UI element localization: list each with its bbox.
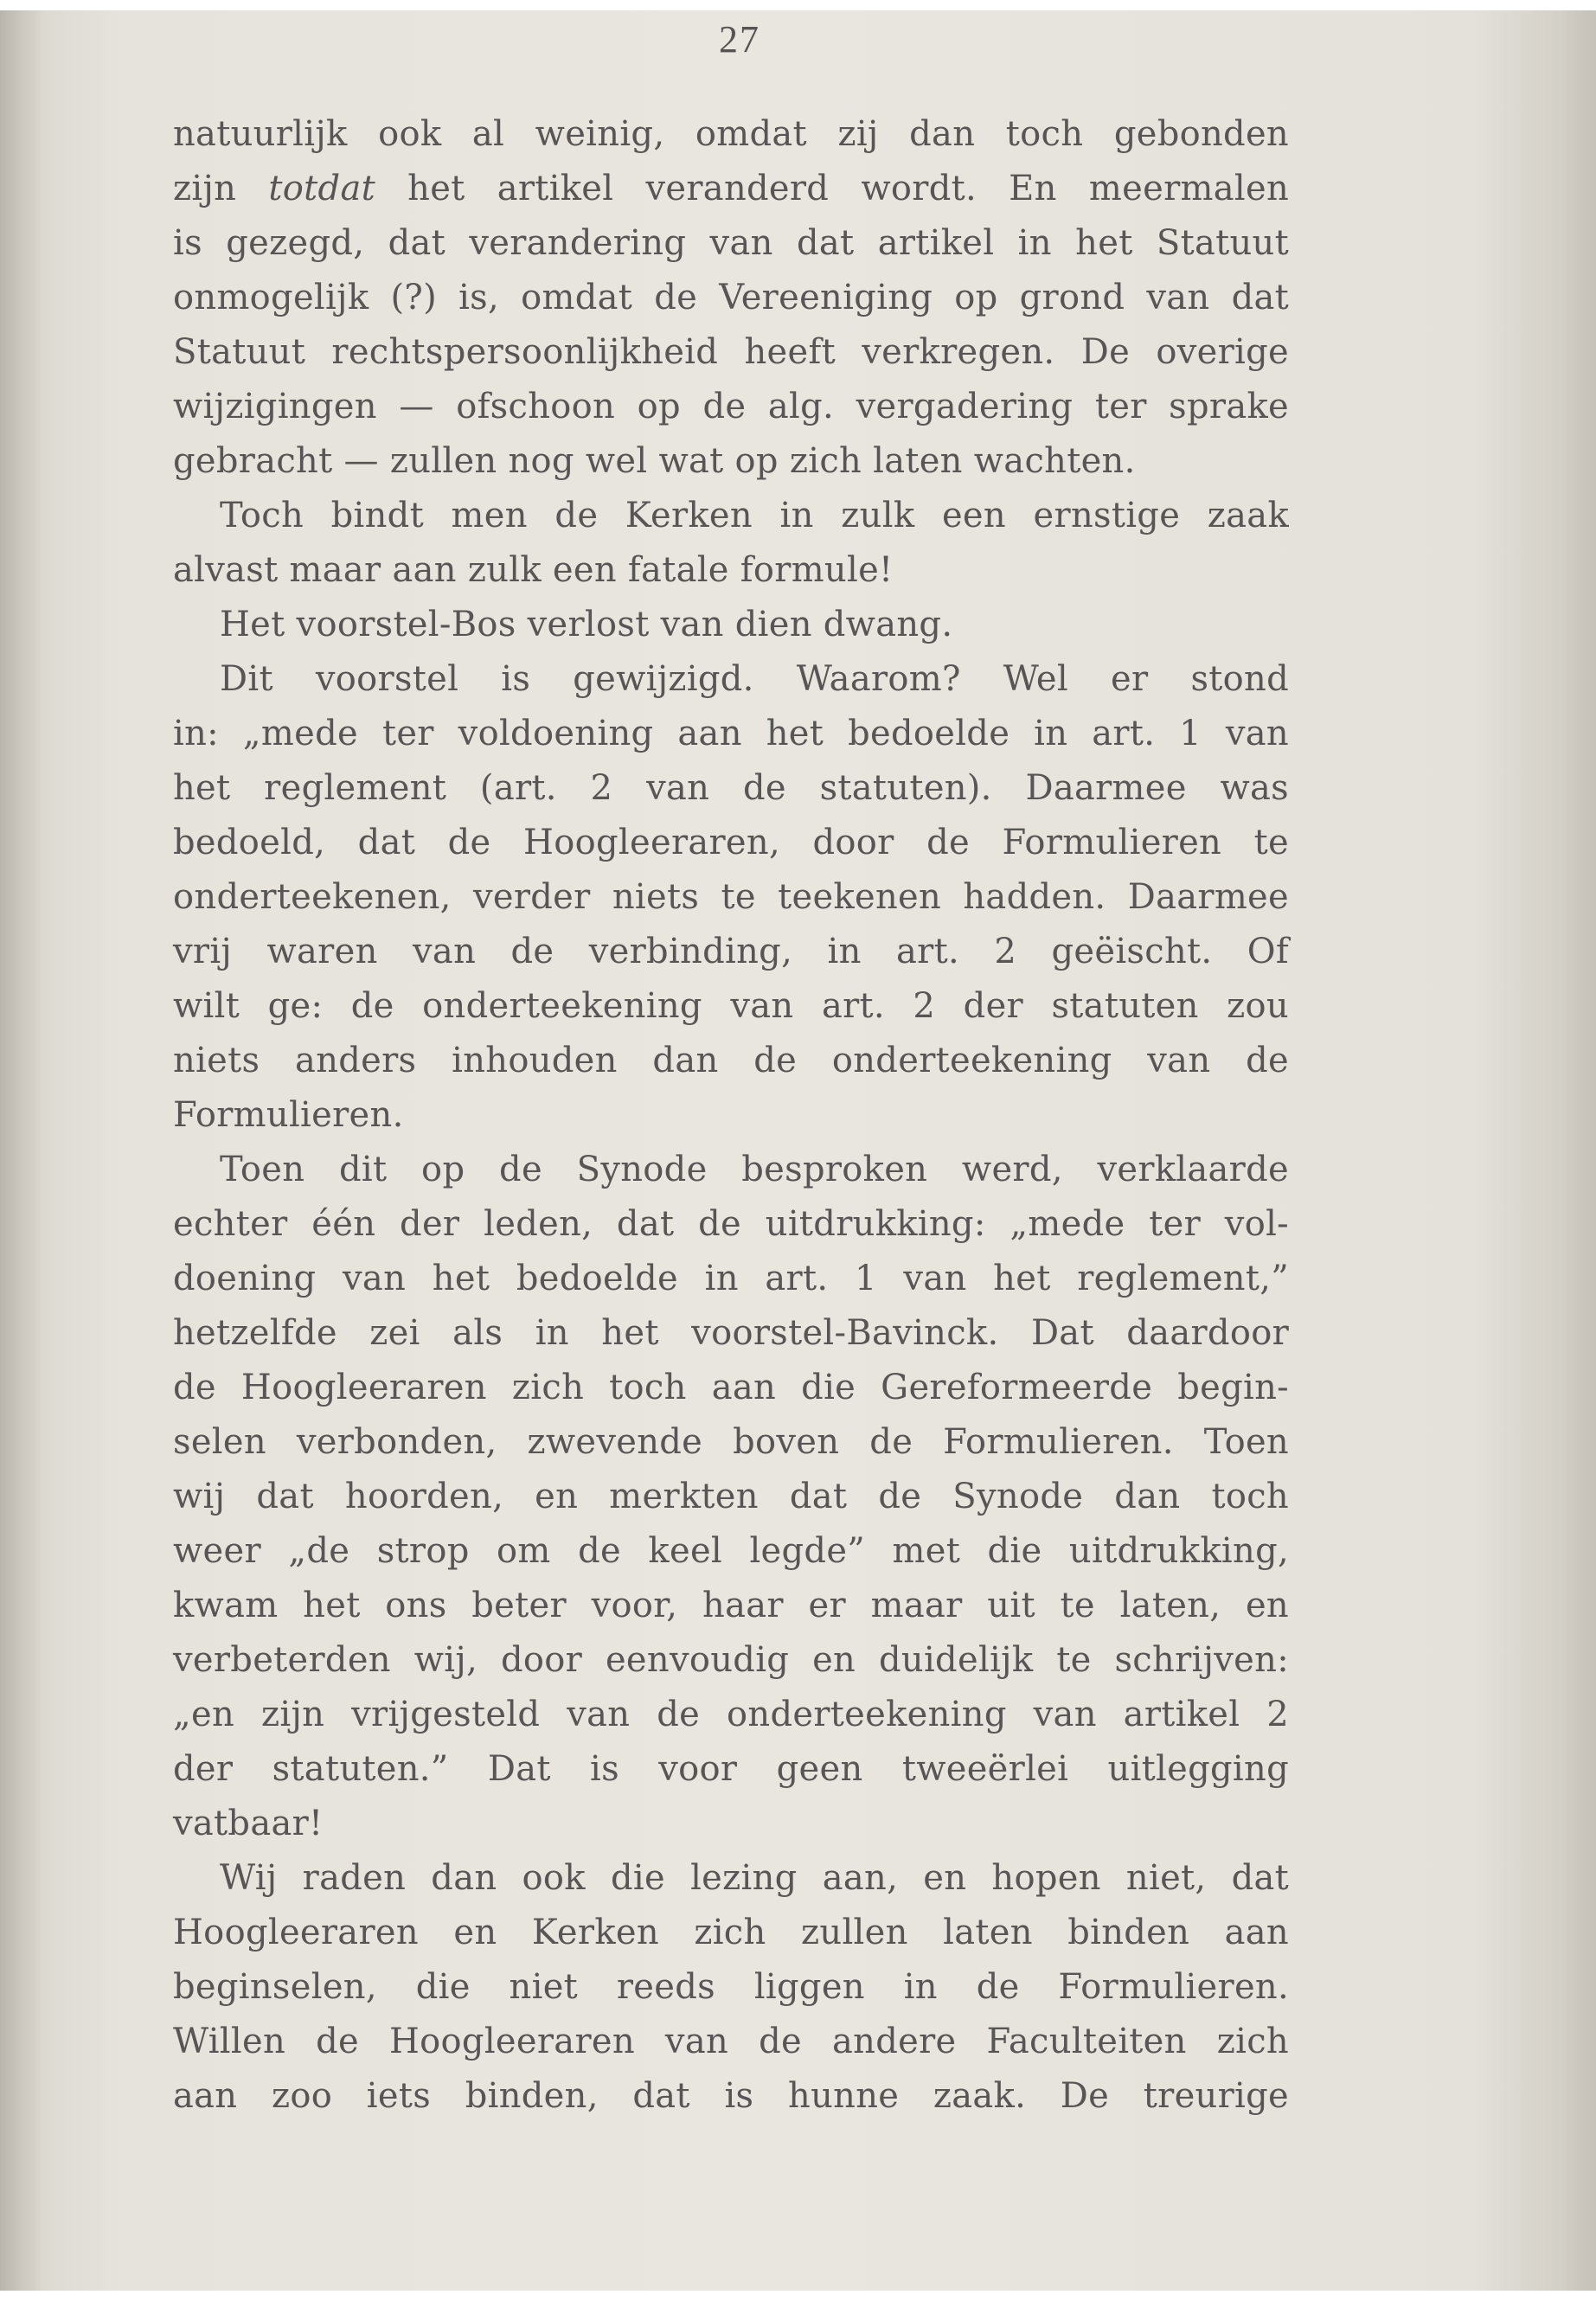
text-line: wij dat hoorden, en merkten dat de Synode dan toch bbox=[173, 1477, 1289, 1516]
text-line: in: „mede ter voldoening aan het bedoelde in art. 1 van bbox=[173, 714, 1289, 753]
page-edge-shadow bbox=[1561, 10, 1596, 2291]
text-line: gebracht — zullen nog wel wat op zich laten wachten. bbox=[173, 441, 1136, 481]
text-line: bedoeld, dat de Hoogleeraren, door de Formulieren te bbox=[173, 823, 1289, 862]
text-line: selen verbonden, zwevende boven de Formulieren. Toen bbox=[173, 1422, 1289, 1462]
body-text bbox=[173, 107, 1289, 2124]
text-line: Hoogleeraren en Kerken zich zullen laten binden aan bbox=[173, 1913, 1289, 1952]
text-line: aan zoo iets binden, dat is hunne zaak. De treurige bbox=[173, 2076, 1289, 2116]
text-line: zijn totdat het artikel veranderd wordt. En meermalen bbox=[173, 169, 1290, 208]
text-line: de Hoogleeraren zich toch aan die Gereformeerde begin- bbox=[173, 1368, 1289, 1407]
text-line: „en zijn vrijgesteld van de onderteekening van artikel 2 bbox=[173, 1695, 1289, 1734]
text-line: onmogelijk (?) is, omdat de Vereeniging op grond van dat bbox=[173, 278, 1289, 317]
text-line: Statuut rechtspersoonlijkheid heeft verkregen. De overige bbox=[173, 332, 1289, 372]
scanned-page bbox=[0, 10, 1596, 2291]
text-line: echter één der leden, dat de uitdrukking: „mede ter vol- bbox=[173, 1204, 1289, 1244]
text-line: is gezegd, dat verandering van dat artikel in het Statuut bbox=[173, 223, 1289, 263]
text-line: natuurlijk ook al weinig, omdat zij dan toch gebonden bbox=[173, 114, 1289, 154]
text-line: weer „de strop om de keel legde” met die uitdrukking, bbox=[173, 1531, 1289, 1571]
text-line: Formulieren. bbox=[173, 1095, 404, 1135]
text-line: Willen de Hoogleeraren van de andere Faculteiten zich bbox=[173, 2022, 1289, 2061]
text-line: het reglement (art. 2 van de statuten). Daarmee was bbox=[173, 768, 1289, 808]
text-line: vatbaar! bbox=[173, 1804, 324, 1843]
text-line: Wij raden dan ook die lezing aan, en hopen niet, dat bbox=[220, 1858, 1289, 1898]
text-line: niets anders inhouden dan de onderteekening van de bbox=[173, 1041, 1289, 1080]
text-line: der statuten.” Dat is voor geen tweeërlei uitlegging bbox=[173, 1749, 1289, 1789]
text-line: Het voorstel-Bos verlost van dien dwang. bbox=[220, 605, 953, 644]
text-line: wijzigingen — ofschoon op de alg. vergadering ter sprake bbox=[173, 387, 1289, 426]
text-line: doening van het bedoelde in art. 1 van het reglement,” bbox=[173, 1259, 1289, 1298]
text-line: vrij waren van de verbinding, in art. 2 geëischt. Of bbox=[173, 932, 1289, 971]
text-line: Dit voorstel is gewijzigd. Waarom? Wel er stond bbox=[220, 659, 1289, 699]
text-line: verbeterden wij, door eenvoudig en duidelijk te schrijven: bbox=[173, 1640, 1289, 1680]
text-line: Toch bindt men de Kerken in zulk een ernstige zaak bbox=[220, 496, 1289, 535]
page-number: 27 bbox=[719, 18, 760, 61]
italic-word: totdat bbox=[268, 169, 375, 208]
text-line: kwam het ons beter voor, haar er maar uit te laten, en bbox=[173, 1586, 1289, 1625]
text-line: alvast maar aan zulk een fatale formule! bbox=[173, 550, 894, 590]
text-line: Toen dit op de Synode besproken werd, verklaarde bbox=[220, 1150, 1289, 1189]
book-spine-shadow bbox=[0, 10, 42, 2291]
text-line: onderteekenen, verder niets te teekenen hadden. Daarmee bbox=[173, 877, 1289, 917]
text-line: wilt ge: de onderteekening van art. 2 der statuten zou bbox=[173, 986, 1289, 1026]
text-line: hetzelfde zei als in het voorstel-Bavinck. Dat daardoor bbox=[173, 1313, 1289, 1353]
text-line: beginselen, die niet reeds liggen in de Formulieren. bbox=[173, 1967, 1289, 2007]
